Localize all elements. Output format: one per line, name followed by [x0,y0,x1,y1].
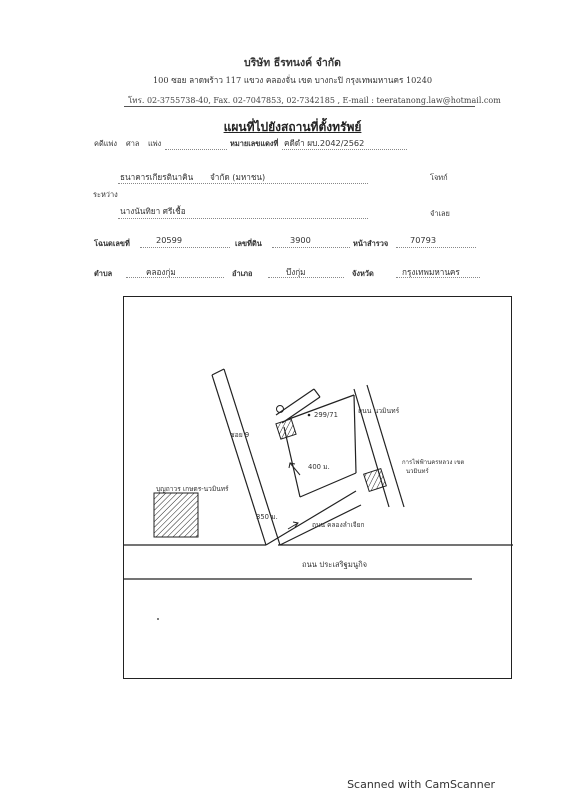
dotted-line [396,277,480,278]
survey-label: หน้าสำรวจ [353,239,389,248]
deed-no: 20599 [156,235,183,245]
dotted-line [126,277,224,278]
page-title: แผนที่ไปยังสถานที่ตั้งทรัพย์ [223,120,362,134]
nawamin-road-label: ถนน นวมินทร์ [358,407,400,415]
mall-plot [154,493,198,537]
header-divider [124,106,475,107]
dotted-line [272,247,350,248]
subdistrict-label: ตำบล [94,269,113,278]
case-number: คดีดำ ผบ.2042/2562 [284,138,365,148]
dotted-line [140,247,230,248]
distance-350-label: 350 ม. [256,513,278,521]
case-label: คดีแพ่ง [94,139,117,148]
dotted-line [268,277,344,278]
district-label: อำเภอ [232,269,253,278]
company-contact: โทร. 02-3755738-40, Fax. 02-7047853, 02-7342185 , E-mail : teeratanong.law@hotmail.com [128,96,501,105]
soi-label: ซอย 9 [230,431,250,439]
between-label: ระหว่าง [93,190,118,199]
electric-office-label: การไฟฟ้านครหลวง เขต [402,459,465,466]
property-marker [277,406,284,413]
scanner-watermark: Scanned with CamScanner [347,778,495,791]
arrow-350 [288,523,298,529]
defendant-role: จำเลย [430,209,450,218]
house-number: 299/71 [314,411,338,419]
court-label: ศาล [126,139,140,148]
land-no-label: เลขที่ดิน [235,239,262,248]
deed-no-label: โฉนดเลขที่ [94,239,130,248]
dotted-line [396,247,476,248]
plaintiff-role: โจทก์ [430,173,448,182]
district: บึงกุ่ม [286,267,306,277]
province: กรุงเทพมหานคร [402,267,460,277]
land-no: 3900 [290,235,311,245]
defendant-name: นางนันทิยา ศรีเชื้อ [120,206,186,216]
dotted-line [282,149,407,150]
mall-label: บุญถาวร เกษตร-นวมินทร์ [156,485,229,493]
plaintiff-suffix: จำกัด (มหาชน) [210,172,266,182]
dotted-line [118,183,368,184]
civil-label: แพ่ง [148,139,162,148]
company-address: 100 ซอย ลาดพร้าว 117 แขวง คลองจั่น เขต บางกะปิ กรุงเทพมหานคร 10240 [152,75,433,85]
plaintiff-name: ธนาคารเกียรตินาคิน [120,172,194,182]
company-name: บริษัท ธีรทนงค์ จำกัด [244,57,341,69]
dotted-line [118,218,368,219]
main-road-label: ถนน ประเสริฐมนูกิจ [302,560,368,569]
survey-no: 70793 [410,235,437,245]
number-label: หมายเลขแดงที่ [230,139,279,148]
klong-road-label: ถนน คลองลำเจียก [312,521,365,529]
dotted-line [165,149,227,150]
distance-400-label: 400 ม. [308,463,330,471]
province-label: จังหวัด [352,269,374,278]
subdistrict: คลองกุ่ม [146,267,176,277]
location-map [123,296,512,679]
electric-office-label-2: นวมินทร์ [406,468,429,475]
property-plot [276,419,296,439]
